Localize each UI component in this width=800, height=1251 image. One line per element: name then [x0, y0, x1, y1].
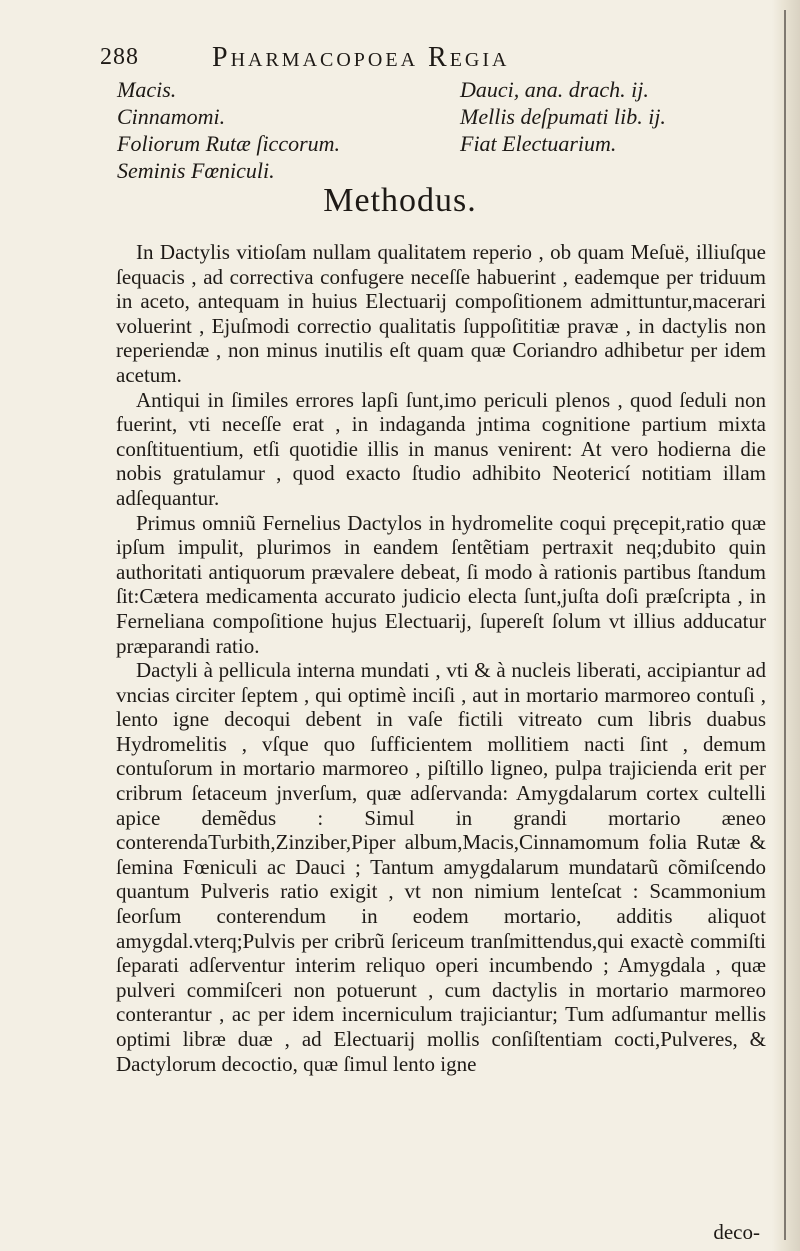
recipe-instruction: Fiat Electuarium. [460, 131, 617, 156]
recipe-ingredient: Macis. [117, 77, 177, 102]
recipe-ingredient: Mellis deſpumati lib. ij. [460, 104, 666, 129]
running-title: Pharmacopoea Regia [212, 42, 510, 73]
recipe-ingredient: Dauci, ana. drach. ij. [460, 77, 649, 102]
recipe-ingredient: Seminis Fœniculi. [117, 158, 275, 183]
recipe-left-column [117, 76, 417, 184]
body-text [116, 240, 766, 1076]
paragraph: Primus omniũ Fernelius Dactylos in hydromelite coqui pręcepit,ratio quæ ipſum impulit, plurimos in eandem ſentẽtiam pertraxit neq;dubito quin authoritati antiquorum prævalere debeat, ſi modo à rationis partibus ſtandum ſit:Cætera medicamenta accurato judicio electa ſunt,juſta doſi præſcripta , in Ferneliana compoſitione hujus Electuarij, ſupereſt ſolum vt illius adducatur præparandi ratio. [116, 510, 766, 658]
paragraph: Antiqui in ſimiles errores lapſi ſunt,imo periculi plenos , quod ſeduli non fuerint, vti neceſſe erat , in indaganda jntima cognitione partium mixta conſtituentium, etſi quotidie illis in manus venirent: At vero hodierna die nobis gratulamur , quod exacto ſtudio adhibito Neotericí notitiam illam adſequantur. [116, 387, 766, 510]
catchword: deco- [713, 1220, 760, 1244]
paragraph: In Dactylis vitioſam nullam qualitatem reperio , ob quam Meſuë, illiuſque ſequacis , ad correctiva confugere neceſſe habuerint , eademque per triduum in aceto, antequam in huius Electuarij compoſitionem admittuntur,macerari voluerint , Ejuſmodi correctio qualitatis ſuppoſititiæ pravæ , in dactylis non reperiendæ , non minus inutilis eſt quam quæ Coriandro adhibetur per idem acetum. [116, 240, 766, 387]
page-number: 288 [100, 44, 139, 70]
recipe-ingredient: Foliorum Rutæ ſiccorum. [117, 131, 341, 156]
paragraph: Dactyli à pellicula interna mundati , vti & à nucleis liberati, accipiantur ad vncias circiter ſeptem , qui optimè inciſi , aut in mortario marmoreo contuſi , lento igne decoqui debent in vaſe fictili vitreato cum libris duabus Hydromelitis , vſque quo ſufficientem mollitiem nacti ſint , demum contuſorum in mortario marmoreo , piſtillo ligneo, pulpa trajicienda erit per cribrum ſetaceum jnverſum, quæ adſervanda: Amygdalarum cortex cultelli apice demẽdus : Simul in grandi mortario æneo conterendaTurbith,Zinziber,Piper album,Macis,Cinnamomum folia Rutæ & ſemina Fœniculi ac Dauci ; Tantum amygdalarum mundatarũ cõmiſcendo quantum Pulveris ratio exigit , vt non nimium lenteſcat : Scammonium ſeorſum conterendum in eodem mortario, additis aliquot amygdal.vterq;Pulvis per cribrũ ſericeum tranſmittendus,qui exactè commiſti ſeparati adſerventur interim reliquo operi incumbendo ; Amygdala , quæ pulveri commiſceri non potuerunt , cum dactylis in mortario marmoreo conterantur , ac per idem incerniculum trajiciantur; Tum adſumantur mellis optimi libræ duæ , ad Electuarij mollis conſiſtentiam cocti,Pulveres, & Dactylorum decoctio, quæ ſimul lento igne [116, 658, 766, 1076]
page-header [100, 42, 740, 78]
recipe-ingredient: Cinnamomi. [117, 104, 226, 129]
recipe-right-column [460, 76, 760, 157]
section-title: Methodus. [323, 182, 477, 219]
